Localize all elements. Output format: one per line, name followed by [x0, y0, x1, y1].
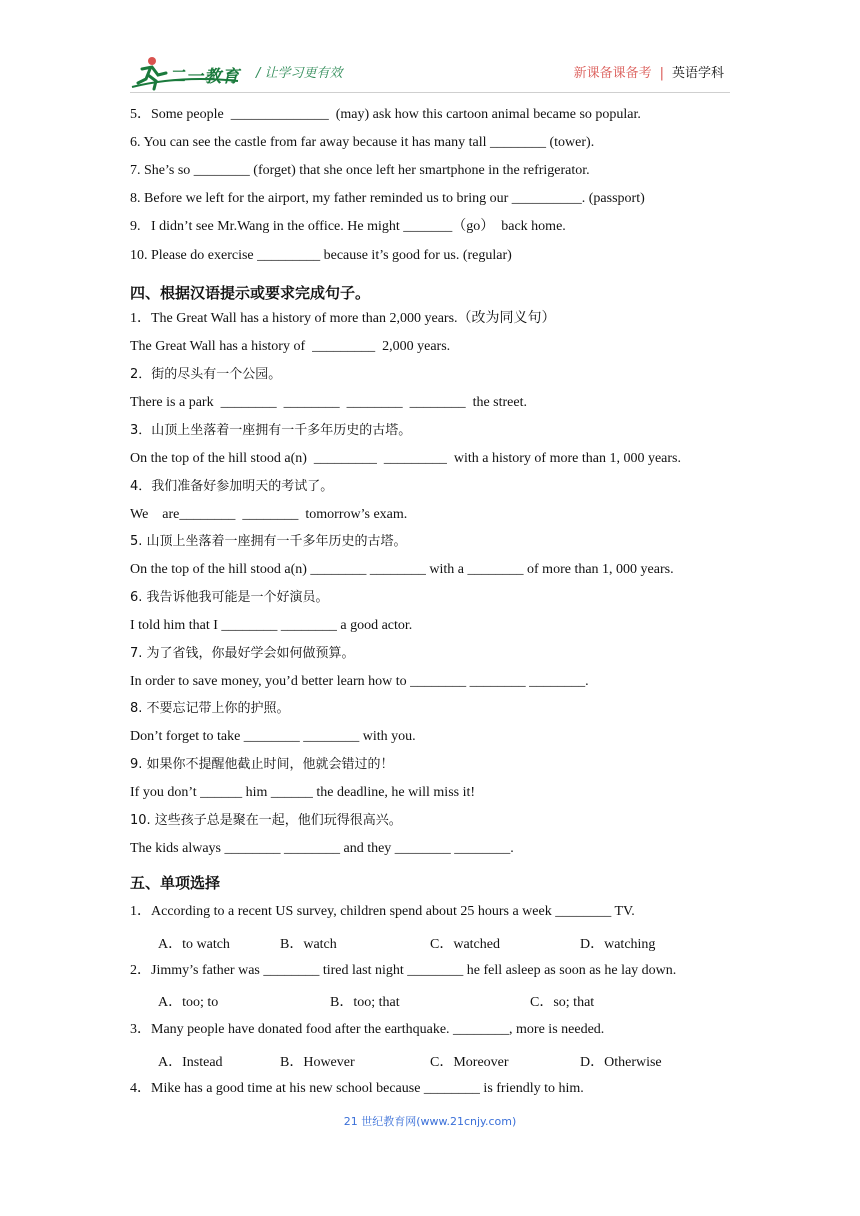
question-stem: 2．Jimmy’s father was ________ tired last night ________ he fell asleep as soon as he lay down.: [130, 963, 677, 978]
option: B．However: [280, 1055, 355, 1070]
question-stem: 1．According to a recent US survey, children spend about 25 hours a week ________ TV.: [130, 904, 635, 919]
chinese-prompt: 5. 山顶上坐落着一座拥有一千多年历史的古塔。: [130, 534, 407, 549]
exercise-line: In order to save money, you’d better learn how to ________ ________ ________.: [130, 674, 589, 689]
header-course-label: 新课备课备考: [573, 66, 652, 81]
exercise-line: 6. You can see the castle from far away because it has many tall ________ (tower).: [130, 135, 595, 150]
chinese-prompt: 8. 不要忘记带上你的护照。: [130, 701, 290, 716]
exercise-line: There is a park ________ ________ ________ ________ the street.: [130, 395, 527, 410]
chinese-prompt: 9. 如果你不提醒他截止时间，他就会错过的！: [130, 757, 394, 772]
header-subject-label: 英语学科: [671, 66, 724, 81]
question-stem: 4．Mike has a good time at his new school because ________ is friendly to him.: [130, 1081, 584, 1096]
exercise-line: We are________ ________ tomorrow’s exam.: [130, 507, 408, 522]
exercise-line: 8. Before we left for the airport, my father reminded us to bring our __________. (passport): [130, 191, 645, 206]
chinese-prompt: 4．我们准备好参加明天的考试了。: [130, 479, 334, 494]
slogan: / 让学习更有效: [256, 66, 343, 81]
exercise-line: 1．The Great Wall has a history of more than 2,000 years.（改为同义句）: [130, 311, 556, 326]
option: C．so; that: [530, 995, 595, 1010]
chinese-prompt: 2．街的尽头有一个公园。: [130, 367, 282, 382]
exercise-line: 7. She’s so ________ (forget) that she once left her smartphone in the refrigerator.: [130, 163, 590, 178]
option: A．Instead: [158, 1055, 223, 1070]
exercise-line: The Great Wall has a history of _________ 2,000 years.: [130, 339, 451, 354]
option: B．watch: [280, 937, 337, 952]
option: B．too; that: [330, 995, 400, 1010]
section-heading: 四、根据汉语提示或要求完成句子。: [130, 284, 371, 302]
header-subject: [574, 62, 724, 81]
chinese-prompt: 7. 为了省钱，你最好学会如何做预算。: [130, 646, 355, 661]
exercise-line: On the top of the hill stood a(n) _________ _________ with a history of more than 1, 000 years.: [130, 451, 681, 466]
header-separator: |: [659, 66, 664, 81]
question-stem: 3．Many people have donated food after the earthquake. ________, more is needed.: [130, 1022, 605, 1037]
exercise-line: The kids always ________ ________ and they ________ ________.: [130, 841, 514, 856]
exercise-line: 5．Some people ______________ (may) ask how this cartoon animal became so popular.: [130, 107, 641, 122]
exercise-line: I told him that I ________ ________ a good actor.: [130, 618, 413, 633]
exercise-line: 10. Please do exercise _________ because it’s good for us. (regular): [130, 248, 512, 263]
page-footer: 21 世纪教育网(www.21cnjy.com): [343, 1115, 517, 1128]
option: C．watched: [430, 937, 500, 952]
section-heading: 五、单项选择: [130, 874, 221, 892]
exercise-line: Don’t forget to take ________ ________ with you.: [130, 729, 416, 744]
header-divider: [130, 92, 730, 93]
chinese-prompt: 6. 我告诉他我可能是一个好演员。: [130, 590, 329, 605]
chinese-prompt: 10. 这些孩子总是聚在一起，他们玩得很高兴。: [130, 813, 402, 828]
option: C．Moreover: [430, 1055, 509, 1070]
option: A．to watch: [158, 937, 230, 952]
option: D．Otherwise: [580, 1055, 662, 1070]
chinese-prompt: 3．山顶上坐落着一座拥有一千多年历史的古塔。: [130, 423, 412, 438]
page-header: [0, 0, 860, 100]
exercise-line: 9. I didn’t see Mr.Wang in the office. He might _______（go） back home.: [130, 219, 566, 234]
exercise-line: If you don’t ______ him ______ the deadline, he will miss it!: [130, 785, 476, 800]
logo-text: 二一教育: [168, 67, 240, 87]
option: A．too; to: [158, 995, 219, 1010]
exercise-line: On the top of the hill stood a(n) ________ ________ with a ________ of more than 1, 000 years.: [130, 562, 674, 577]
option: D．watching: [580, 937, 656, 952]
